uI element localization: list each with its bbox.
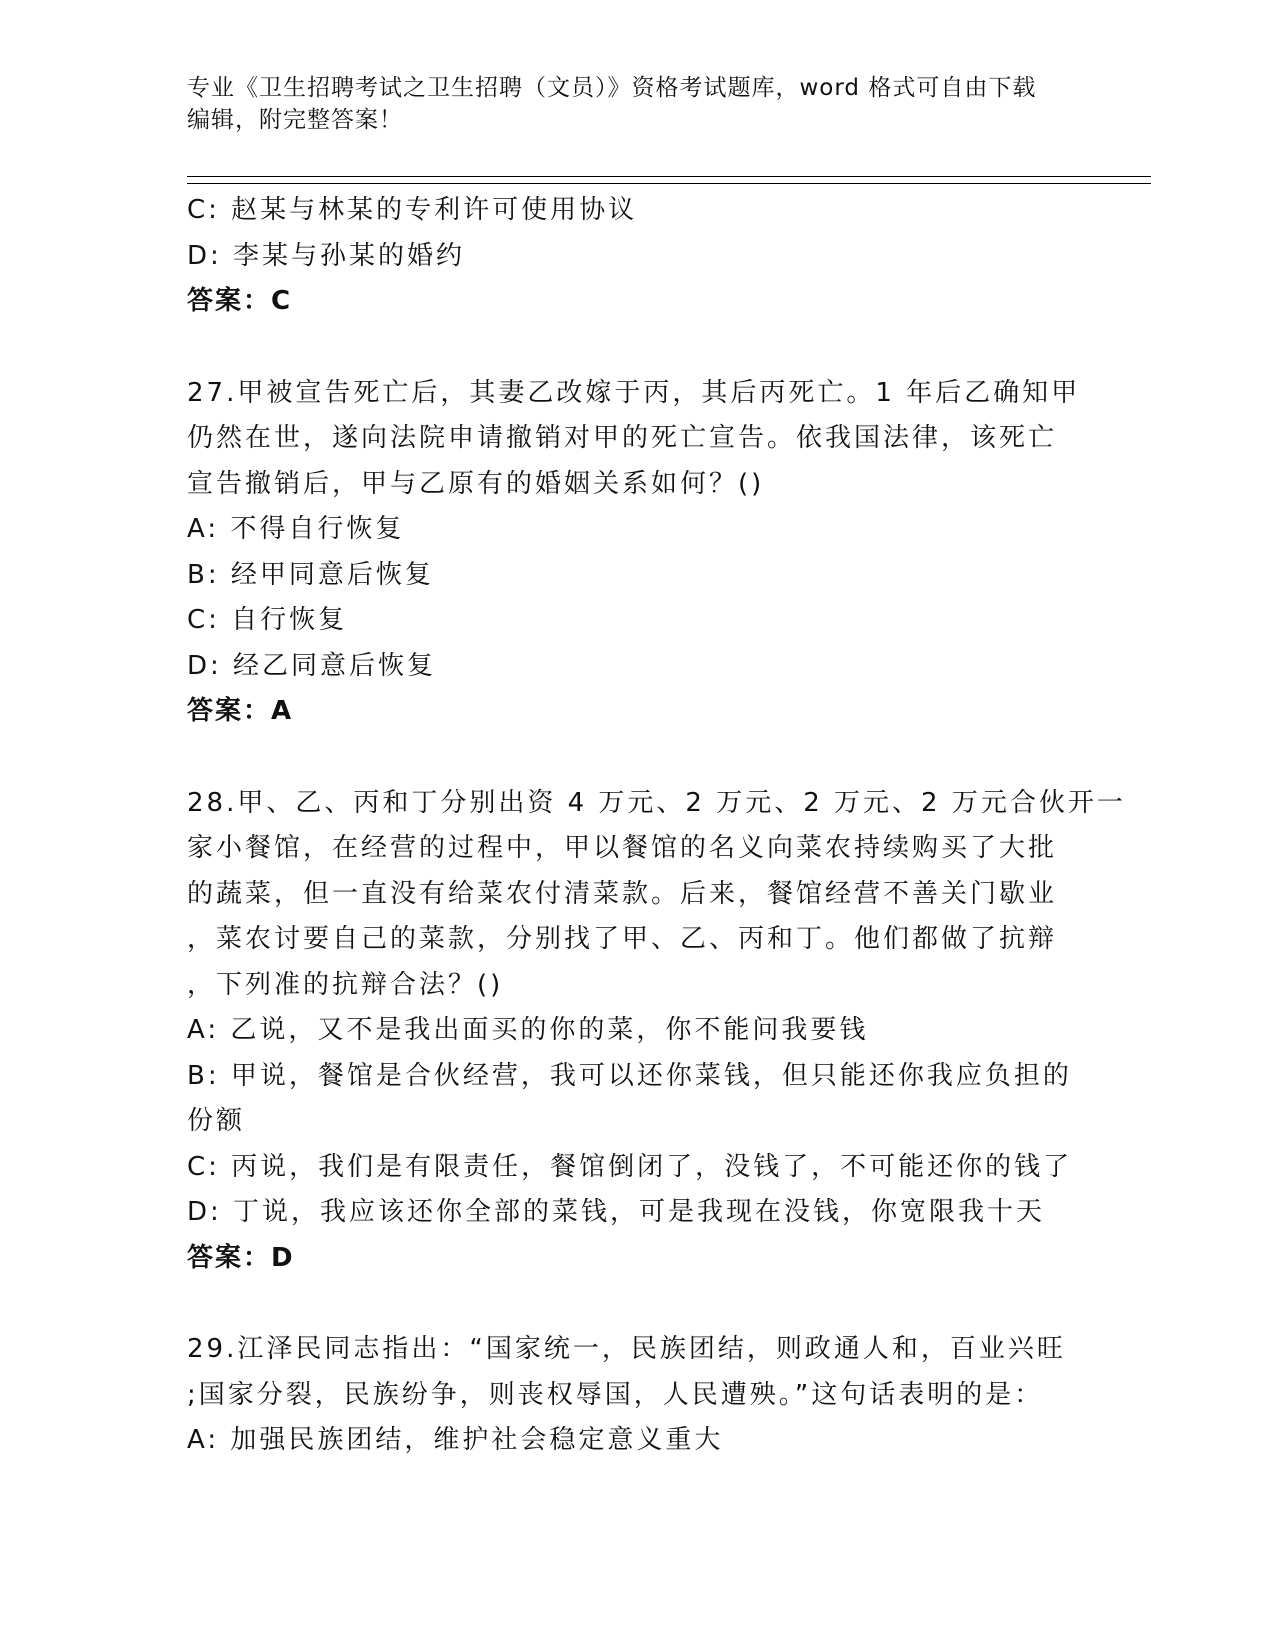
option-c: C: 赵某与林某的专利许可使用协议 [187,195,638,225]
question-stem-line: 家小餐馆，在经营的过程中，甲以餐馆的名义向菜农持续购买了大批 [187,833,1058,863]
spacer [187,325,1087,371]
spacer [187,1281,1087,1327]
answer-label: 答案：A [187,696,294,726]
question-26-tail [187,188,1087,325]
question-stem-line: ;国家分裂，民族纷争，则丧权辱国，人民遭殃。”这句话表明的是： [187,1379,1044,1410]
option-a: A: 不得自行恢复 [187,514,405,544]
option-b-continued: 份额 [187,1106,246,1136]
answer-label: 答案：C [187,286,293,316]
question-stem-line: 29.江泽民同志指出：“国家统一，民族团结，则政通人和，百业兴旺 [187,1334,1066,1364]
header-divider-top [187,176,1151,177]
option-a: A: 乙说，又不是我出面买的你的菜，你不能问我要钱 [187,1015,869,1045]
question-29 [187,1327,1087,1464]
option-c: C: 自行恢复 [187,605,348,635]
question-stem-line: 28.甲、乙、丙和丁分别出资 4 万元、2 万元、2 万元、2 万元合伙开一 [187,787,1126,818]
question-stem-line: ，菜农讨要自己的菜款，分别找了甲、乙、丙和丁。他们都做了抗辩 [187,924,1058,954]
document-header [187,72,1067,136]
question-stem-line: ，下列准的抗辩合法？() [187,969,504,1000]
option-c: C: 丙说，我们是有限责任，餐馆倒闭了，没钱了，不可能还你的钱了 [187,1151,1073,1182]
header-line-2: 编辑，附完整答案！ [187,107,403,133]
option-d: D: 丁说，我应该还你全部的菜钱，可是我现在没钱，你宽限我十天 [187,1197,1046,1227]
question-28 [187,781,1126,1282]
option-a: A: 加强民族团结，维护社会稳定意义重大 [187,1425,724,1455]
option-d: D: 经乙同意后恢复 [187,650,437,681]
question-list [187,188,1126,1464]
spacer [187,735,1087,781]
option-b: B: 甲说，餐馆是合伙经营，我可以还你菜钱，但只能还你我应负担的 [187,1060,1072,1091]
question-27 [187,371,1087,735]
question-stem-line: 仍然在世，遂向法院申请撤销对甲的死亡宣告。依我国法律，该死亡 [187,423,1058,453]
option-d: D: 李某与孙某的婚约 [187,240,466,271]
header-line-1: 专业《卫生招聘考试之卫生招聘（文员）》资格考试题库，word 格式可自由下载 [187,75,1037,101]
question-stem-line: 27.甲被宣告死亡后，其妻乙改嫁于丙，其后丙死亡。1 年后乙确知甲 [187,377,1081,408]
header-divider-bottom [187,183,1151,184]
answer-label: 答案：D [187,1242,295,1273]
option-b: B: 经甲同意后恢复 [187,559,434,590]
question-stem-line: 宣告撤销后，甲与乙原有的婚姻关系如何？() [187,468,765,499]
question-stem-line: 的蔬菜，但一直没有给菜农付清菜款。后来，餐馆经营不善关门歇业 [187,878,1058,909]
